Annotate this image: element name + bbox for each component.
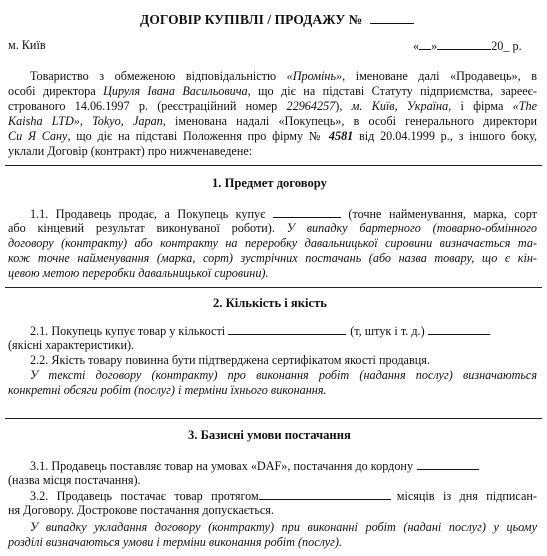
section-3-line-3: 3.2. Продавець постачає товар протягом місяців із дня підписан- [30,489,537,503]
delivery-place-blank [417,458,479,470]
day-blank [419,38,431,50]
quantity-blank [228,323,346,335]
section-3-line-6: розділі визначаються умови і терміни виконання робіт (послуг). [8,535,343,549]
section-1-line-1: 1.1. Продавець продає, а Покупець купує (точне найменування, марка, сорт [30,207,537,221]
divider [5,165,542,166]
section-1-line-5: цевою метою переробки давальницької сировини). [8,266,269,280]
section-3-line-4: ня Договору. Дострокове постачання допускається. [8,503,274,517]
divider [5,418,542,419]
section-3-heading: 3. Базисні умови постачання [188,428,351,442]
intro-line-5: Си Я Сану, що діє на підставі Положення про фірму № 4581 від 20.04.1999 р., з іншого боку, [8,129,537,143]
director-name: Цируля Івана Васильовича [103,84,248,98]
intro-line-3: строваного 14.06.1997 р. (реєстраційний номер 22964257), м. Київ, Україна, і фірма «The [8,99,538,113]
goods-name-blank [273,206,341,218]
section-3-line-1: 3.1. Продавець поставляє товар на умовах «DAF», постачання до кордону [30,458,540,474]
section-2-heading: 2. Кількість і якість [213,296,327,310]
section-1-line-2: або кінцевий результат виконуваної роботи). У випадку бартерного (товарно-обмінного [8,221,538,235]
months-blank [259,488,391,500]
document-title [140,12,414,28]
section-2-line-4: У тексті договору (контракту) про виконання робіт (надання послуг) визначаються [30,368,537,382]
buyer-name: Kaisha LTD» [8,114,80,128]
section-2-line-3: 2.2. Якість товару повинна бути підтверджена сертифікатом якості продавця. [30,353,430,367]
divider [5,287,542,288]
intro-line-6: уклали Договір (контракт) про нижченаведене: [8,144,253,158]
section-3-line-2: (назва місця постачання). [8,473,141,487]
section-2-line-1: 2.1. Покупець купує товар у кількості (т, штук і т. д.) [30,323,537,339]
quality-blank [428,323,490,335]
date-line: « » 20_ р. [413,39,522,53]
city-label: м. Київ [8,38,46,52]
section-1-heading: 1. Предмет договору [212,176,327,190]
intro-line-1: Товариство з обмеженою відповідальністю «Промінь», іменоване далі «Продавець», в [30,69,537,83]
contract-number-blank [370,12,414,24]
title-text: ДОГОВІР КУПІВЛІ / ПРОДАЖУ № [140,12,363,27]
intro-line-4: Kaisha LTD», Tokyo, Japan, іменована надалі «Покупець», в особі генерального директори [8,114,537,128]
section-2-line-5: конкретні обсяги робіт (послуг) і терміни їхнього виконання. [8,383,327,397]
seller-name: «Промінь» [286,69,343,83]
month-blank [437,38,491,50]
section-1-line-4: кож точне найменування (марка, сорт) зустрічних постачань (або назва товару, що є кін- [8,251,537,265]
section-2-line-2: (якісні характеристики). [8,338,135,352]
section-1-line-3: договору (контракту) або контракту на переробку давальницької сировини визначається та- [8,236,537,250]
intro-line-2: особі директора Цируля Івана Васильовича, що діє на підставі Статуту підприємства, зарееє- [8,84,537,98]
section-3-line-5: У випадку укладання договору (контракту) при виконанні робіт (надані послуг) у цьому [30,520,537,534]
